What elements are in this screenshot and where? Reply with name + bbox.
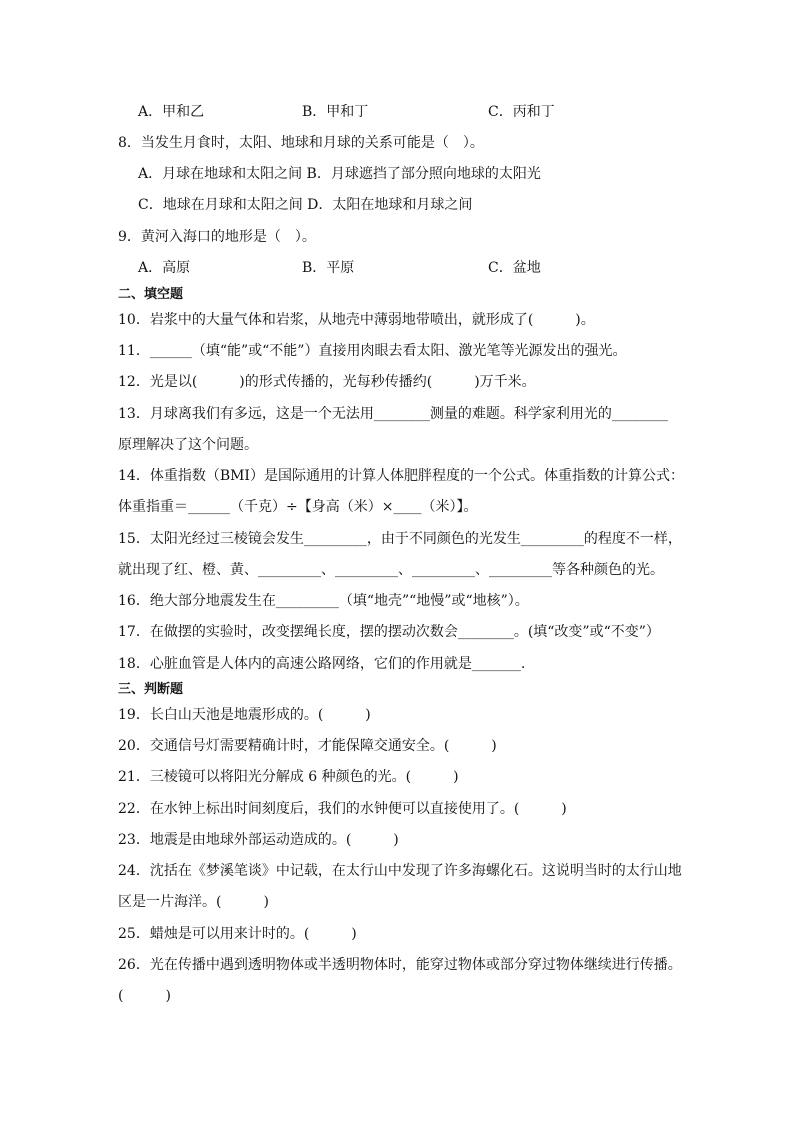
q7-option-c: C．丙和丁 — [488, 104, 555, 120]
q22-question: 22．在水钟上标出时间刻度后，我们的水钟便可以直接使用了。( ) — [118, 801, 567, 817]
q15-question-line2: 就出现了红、橙、黄、_________、_________、_________、_________等各种颜色的光。 — [118, 562, 664, 578]
q26-question-line1: 26．光在传播中遇到透明物体或半透明物体时，能穿过物体或部分穿过物体继续进行传播。 — [118, 957, 682, 973]
q9-option-a: A．高原 — [138, 260, 191, 276]
q14-question-line2: 体重指重＝______（千克）÷【身高（米）×____（米）】。 — [118, 499, 478, 515]
q20-question: 20．交通信号灯需要精确计时，才能保障交通安全。( ) — [118, 738, 497, 754]
q18-question: 18．心脏血管是人体内的高速公路网络，它们的作用就是_______. — [118, 656, 526, 672]
q16-question: 16．绝大部分地震发生在_________（填“地壳”“地慢”或“地核”）。 — [118, 593, 529, 609]
q9-option-b: B．平原 — [302, 260, 355, 276]
q14-question-line1: 14．体重指数（BMI）是国际通用的计算人体肥胖程度的一个公式。体重指数的计算公式： — [118, 468, 684, 484]
q24-question-line1: 24．沈括在《梦溪笔谈》中记载，在太行山中发现了许多海螺化石。这说明当时的太行山地 — [118, 863, 682, 879]
q7-option-b: B．甲和丁 — [302, 104, 369, 120]
q26-question-line2: ( ) — [118, 988, 171, 1004]
q17-question: 17．在做摆的实验时，改变摆绳长度，摆的摆动次数会________。(填“改变”或“不变”） — [118, 624, 660, 640]
section-heading-fill: 二、填空题 — [118, 287, 184, 302]
q11-question: 11．______（填“能”或“不能”）直接用肉眼去看太阳、激光笔等光源发出的强光。 — [118, 343, 627, 359]
q7-option-a: A．甲和乙 — [138, 104, 205, 120]
q8-options-cd: C．地球在月球和太阳之间 D．太阳在地球和月球之间 — [138, 197, 473, 213]
q9-option-c: C．盆地 — [488, 260, 541, 276]
q23-question: 23．地震是由地球外部运动造成的。( ) — [118, 832, 399, 848]
q24-question-line2: 区是一片海洋。( ) — [118, 894, 269, 910]
q21-question: 21．三棱镜可以将阳光分解成 6 种颜色的光。( ) — [118, 769, 459, 785]
section-heading-judge: 三、判断题 — [118, 682, 184, 697]
q13-question-line2: 原理解决了这个问题。 — [118, 437, 258, 453]
q19-question: 19．长白山天池是地震形成的。( ) — [118, 707, 371, 723]
q9-question: 9．黄河入海口的地形是（ ）。 — [118, 229, 316, 245]
q10-question: 10．岩浆中的大量气体和岩浆，从地壳中薄弱地带喷出，就形成了( )。 — [118, 312, 595, 328]
q15-question-line1: 15．太阳光经过三棱镜会发生_________，由于不同颜色的光发生_________的程度不一样， — [118, 531, 682, 547]
q8-options-ab: A．月球在地球和太阳之间 B．月球遮挡了部分照向地球的太阳光 — [138, 166, 541, 182]
q25-question: 25．蜡烛是可以用来计时的。( ) — [118, 926, 357, 942]
q13-question-line1: 13．月球离我们有多远，这是一个无法用________测量的难题。科学家利用光的________ — [118, 406, 668, 422]
q8-question: 8．当发生月食时，太阳、地球和月球的关系可能是（ ）。 — [118, 135, 484, 151]
q12-question: 12．光是以( )的形式传播的，光每秒传播约( )万千米。 — [118, 374, 536, 390]
